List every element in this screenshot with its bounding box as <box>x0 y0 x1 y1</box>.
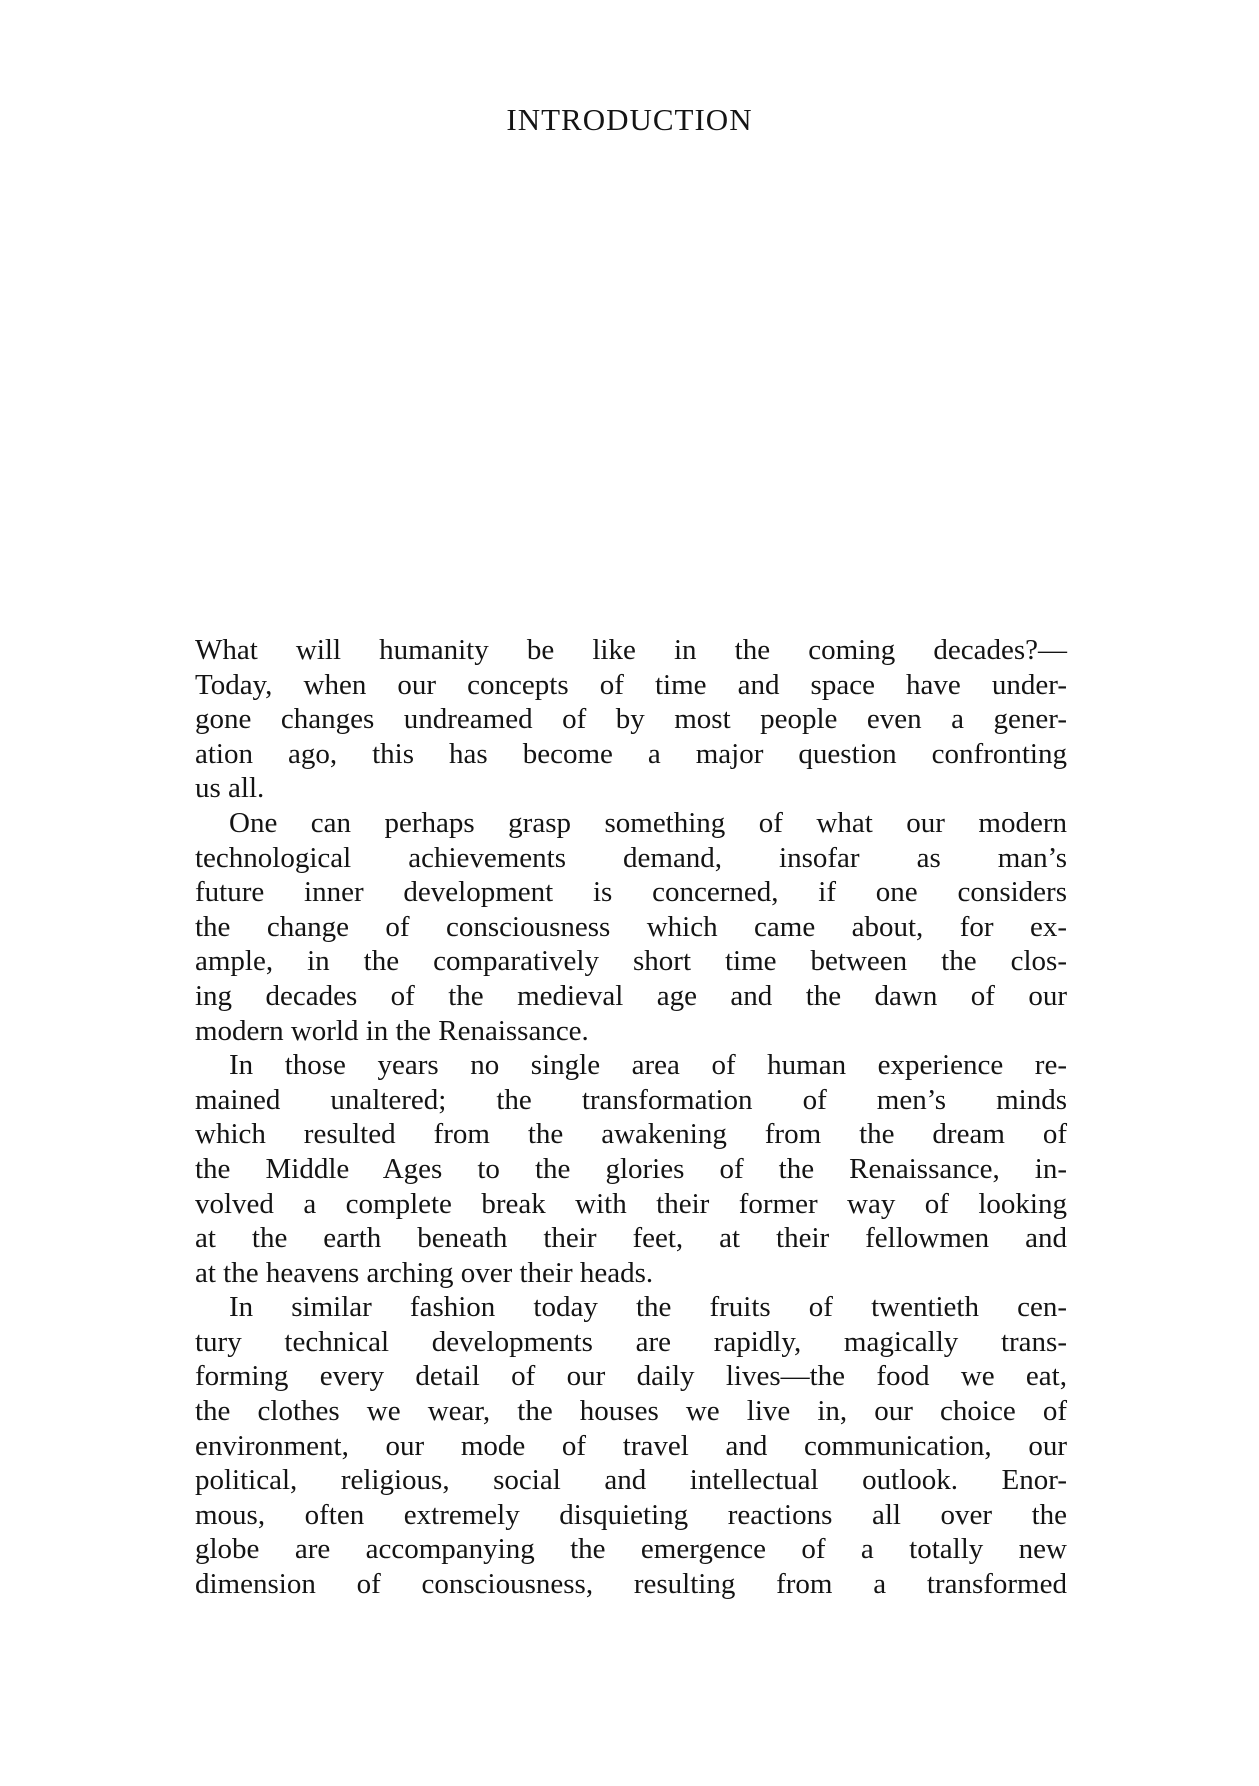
page-title: INTRODUCTION <box>506 102 753 137</box>
text-line: future inner development is concerned, if one considers <box>195 876 1067 909</box>
text-line: which resulted from the awakening from the dream of <box>195 1118 1067 1151</box>
body-text <box>195 633 1067 1602</box>
text-line: One can perhaps grasp something of what our modern <box>229 806 1067 839</box>
text-line: modern world in the Renaissance. <box>195 1014 589 1047</box>
text-line: Today, when our concepts of time and space have under- <box>195 668 1067 701</box>
text-line: mained unaltered; the transformation of men’s minds <box>195 1083 1067 1116</box>
text-line: mous, often extremely disquieting reactions all over the <box>195 1498 1067 1531</box>
text-line: us all. <box>195 772 265 805</box>
text-line: the Middle Ages to the glories of the Renaissance, in- <box>195 1152 1067 1185</box>
text-line: political, religious, social and intellectual outlook. Enor- <box>195 1464 1067 1497</box>
text-line: tury technical developments are rapidly, magically trans- <box>195 1325 1067 1358</box>
text-line: ample, in the comparatively short time between the clos- <box>195 945 1067 978</box>
text-line: globe are accompanying the emergence of a totally new <box>195 1533 1067 1566</box>
text-line: What will humanity be like in the coming decades?— <box>195 634 1067 666</box>
text-line: dimension of consciousness, resulting from a transformed <box>195 1568 1067 1601</box>
text-line: gone changes undreamed of by most people even a gener- <box>195 703 1067 736</box>
text-line: In those years no single area of human experience re- <box>229 1049 1067 1082</box>
text-line: the clothes we wear, the houses we live in, our choice of <box>195 1395 1067 1428</box>
text-line: volved a complete break with their former way of looking <box>195 1187 1067 1220</box>
text-line: at the earth beneath their feet, at their fellowmen and <box>195 1222 1067 1255</box>
text-line: In similar fashion today the fruits of twentieth cen- <box>229 1291 1067 1324</box>
text-line: the change of consciousness which came about, for ex- <box>195 910 1067 943</box>
text-line: forming every detail of our daily lives—the food we eat, <box>195 1360 1067 1393</box>
text-line: environment, our mode of travel and communication, our <box>195 1429 1067 1462</box>
text-line: at the heavens arching over their heads. <box>195 1256 654 1289</box>
text-line: ing decades of the medieval age and the dawn of our <box>195 979 1067 1012</box>
text-line: ation ago, this has become a major question confronting <box>195 737 1067 770</box>
text-line: technological achievements demand, insofar as man’s <box>195 841 1067 874</box>
